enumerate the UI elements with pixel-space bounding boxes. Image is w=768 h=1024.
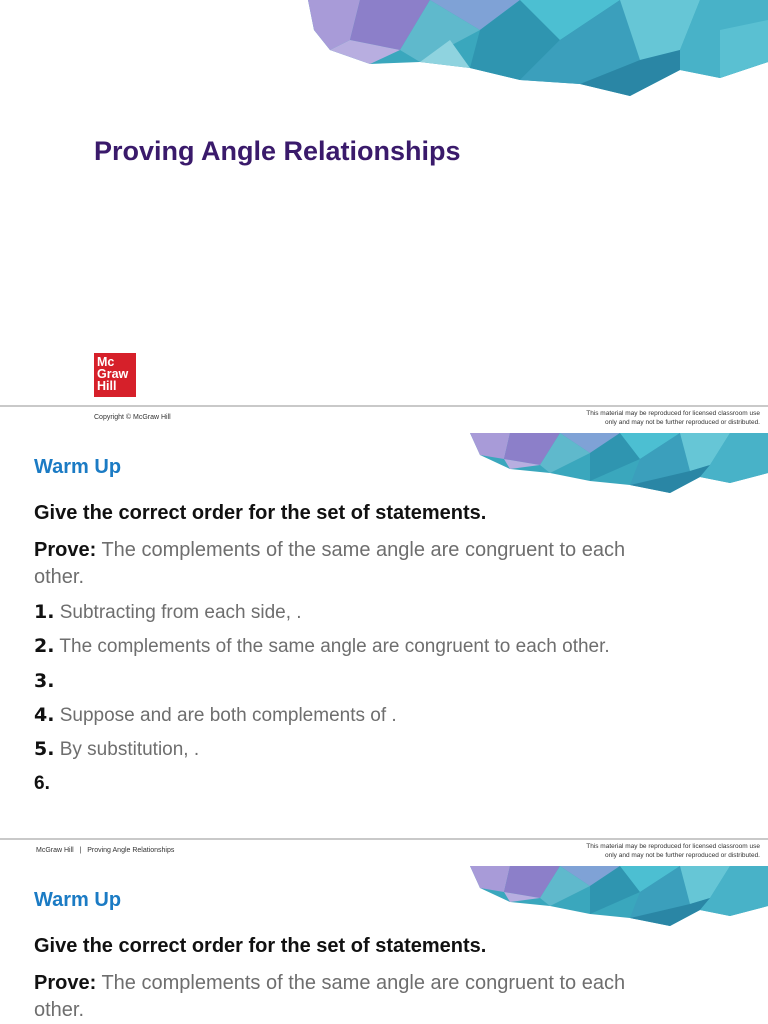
statement-text: Suppose and are both complements of . <box>59 705 397 726</box>
instruction-text: Give the correct order for the set of statements. <box>34 935 487 957</box>
license-notice: This material may be reproduced for licensed classroom use only and may not be further reproduced or distributed. <box>586 843 760 859</box>
statement-item <box>34 635 610 658</box>
title-slide <box>0 0 768 405</box>
page-title: Proving Angle Relationships <box>94 136 461 166</box>
statement-item <box>34 773 50 795</box>
prove-label: Prove: <box>34 972 97 994</box>
statement-text: The complements of the same angle are congruent to each other. <box>59 636 610 657</box>
license-notice: This material may be reproduced for licensed classroom use only and may not be further reproduced or distributed. <box>586 410 760 426</box>
statement-number: 4. <box>34 704 55 726</box>
warm-up-heading: Warm Up <box>34 889 122 911</box>
slide-footer: McGraw Hill | Proving Angle Relationships <box>36 847 175 854</box>
warm-up-slide <box>0 866 768 1024</box>
statement-item <box>34 601 302 624</box>
slide-divider <box>0 838 768 840</box>
prove-statement <box>34 970 634 1024</box>
prove-label: Prove: <box>34 539 97 561</box>
mcgraw-hill-logo: Mc Graw Hill <box>94 353 136 397</box>
polygon-decoration <box>470 433 768 495</box>
statement-number: 5. <box>34 738 55 760</box>
statement-item <box>34 670 54 693</box>
statement-item <box>34 704 397 727</box>
prove-text: The complements of the same angle are congruent to each other. <box>34 972 626 1021</box>
statement-text: By substitution, . <box>59 739 200 760</box>
polygon-decoration <box>300 0 768 100</box>
prove-text: The complements of the same angle are congruent to each other. <box>34 539 626 588</box>
prove-statement <box>34 537 634 591</box>
copyright-text: Copyright © McGraw Hill <box>94 414 171 421</box>
statement-text: Subtracting from each side, . <box>59 602 302 623</box>
slide-divider <box>0 405 768 407</box>
statement-item <box>34 738 199 761</box>
warm-up-heading: Warm Up <box>34 456 122 478</box>
statement-number: 2. <box>34 635 55 657</box>
statement-number: 6. <box>34 773 50 794</box>
statement-number: 3. <box>34 670 55 692</box>
polygon-decoration <box>470 866 768 928</box>
statement-number: 1. <box>34 601 55 623</box>
warm-up-slide <box>0 433 768 838</box>
instruction-text: Give the correct order for the set of statements. <box>34 502 487 524</box>
